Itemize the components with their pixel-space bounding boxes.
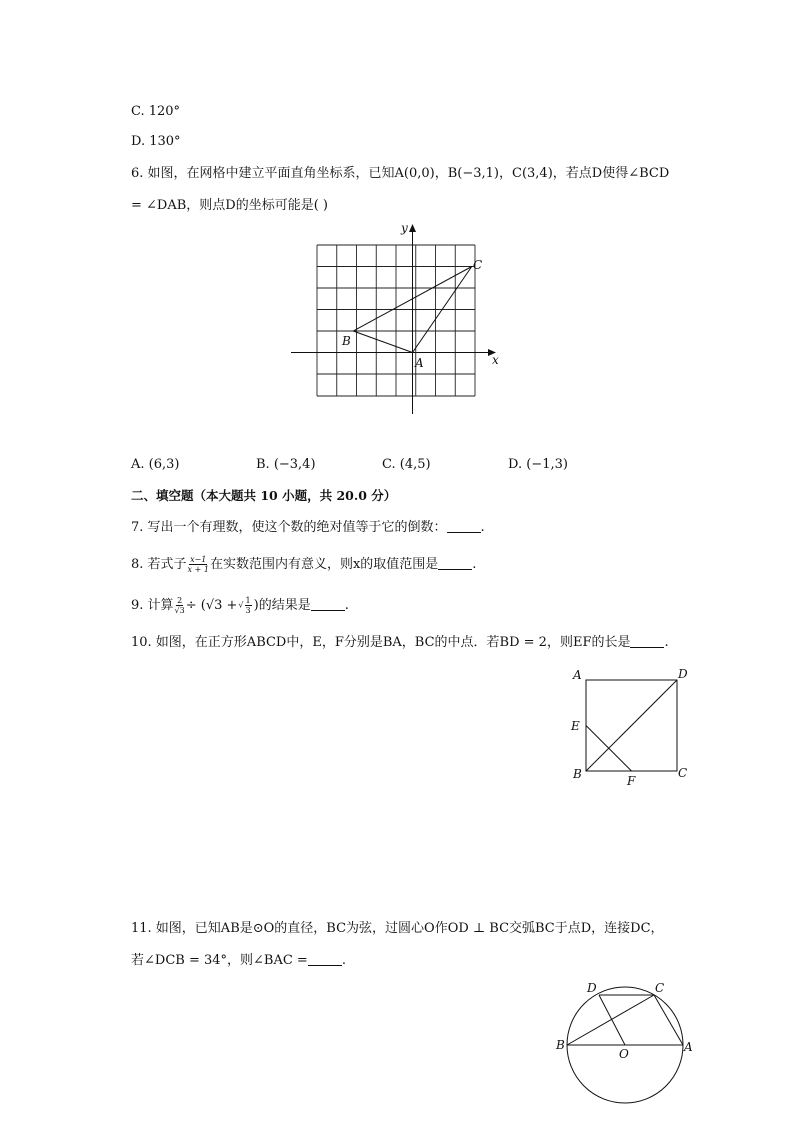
q9-root-den: 3	[245, 606, 251, 615]
q6-option-b: B. (−3,4)	[256, 457, 316, 472]
label-b: B	[573, 767, 582, 781]
q6-line2: = ∠DAB，则点D的坐标可能是( )	[131, 198, 328, 213]
option-d-prev: D. 130°	[131, 134, 181, 149]
q11-line2-text: 若∠DCB = 34°，则∠BAC =	[131, 953, 308, 968]
label-a: A	[573, 668, 582, 682]
label-c: C	[678, 766, 688, 780]
answer-blank	[447, 519, 481, 533]
q11-circle-figure	[553, 978, 703, 1123]
section-title-fill-blank: 二、填空题（本大题共 10 小题，共 20.0 分）	[131, 488, 397, 503]
q9-pre: 9. 计算	[131, 598, 174, 613]
label-a: A	[415, 356, 424, 370]
segment-ca	[654, 995, 683, 1045]
segment-od	[599, 995, 625, 1045]
q6-line1: 6. 如图，在网格中建立平面直角坐标系，已知A(0,0)，B(−3,1)，C(3,4)，若点D使得∠BCD	[131, 166, 670, 181]
answer-blank	[311, 597, 345, 611]
option-c-prev: C. 120°	[131, 104, 181, 119]
grid	[317, 245, 475, 396]
q11-line1: 11. 如图，已知AB是⊙O的直径，BC为弦，过圆心O作OD ⊥ BC交弧BC于点D，连接DC，	[131, 921, 664, 936]
label-d: D	[587, 981, 597, 995]
answer-blank	[438, 556, 472, 570]
chord-bc	[567, 995, 654, 1045]
q9-fraction	[175, 596, 185, 615]
q11-line2	[131, 952, 346, 970]
label-b: B	[556, 1038, 565, 1052]
label-a: A	[684, 1040, 693, 1054]
q9-fraction-num: 2	[177, 596, 183, 605]
q8-fraction	[188, 555, 209, 574]
q9-post: )的结果是	[253, 598, 311, 613]
y-axis-label: y	[401, 221, 408, 235]
q9-mid: ÷ (√3 +	[185, 598, 238, 613]
answer-blank	[308, 952, 342, 966]
q10-end: .	[664, 635, 669, 650]
q7-text: 7. 写出一个有理数，使这个数的绝对值等于它的倒数：	[131, 520, 447, 535]
label-c: C	[655, 981, 665, 995]
label-f: F	[627, 774, 636, 788]
q6-grid-figure	[286, 218, 506, 418]
y-axis-arrow	[409, 224, 416, 232]
q6-option-c: C. (4,5)	[382, 457, 431, 472]
q8-post: 在实数范围内有意义，则x的取值范围是	[209, 557, 439, 572]
q9	[131, 596, 349, 615]
q8-fraction-num: x−1	[190, 555, 207, 564]
q9-end: .	[344, 598, 349, 613]
q8-fraction-den: x + 1	[187, 565, 209, 574]
diagonal-bd	[586, 680, 677, 771]
q9-root: √ $\frac{1}{3}$	[238, 596, 251, 615]
label-b: B	[342, 334, 351, 348]
q8	[131, 555, 476, 574]
q7	[131, 519, 485, 537]
answer-blank	[630, 634, 664, 648]
q6-option-a: A. (6,3)	[131, 457, 180, 472]
q8-pre: 8. 若式子	[131, 557, 187, 572]
q9-root-fraction	[245, 596, 252, 615]
label-e: E	[571, 719, 580, 733]
q9-root-num: 1	[245, 596, 251, 605]
label-d: D	[678, 667, 688, 681]
q8-end: .	[472, 557, 477, 572]
q10-text: 10. 如图，在正方形ABCD中，E，F分别是BA，BC的中点．若BD = 2，则EF的长是	[131, 635, 631, 650]
q9-fraction-den: √3	[174, 606, 185, 615]
q7-end: .	[480, 520, 485, 535]
x-axis-label: x	[492, 353, 499, 367]
label-c: C	[473, 258, 483, 272]
q10	[131, 634, 669, 652]
label-o: O	[619, 1047, 629, 1061]
q6-option-d: D. (−1,3)	[508, 457, 568, 472]
q10-square-figure	[566, 664, 696, 792]
q11-end: .	[341, 953, 346, 968]
